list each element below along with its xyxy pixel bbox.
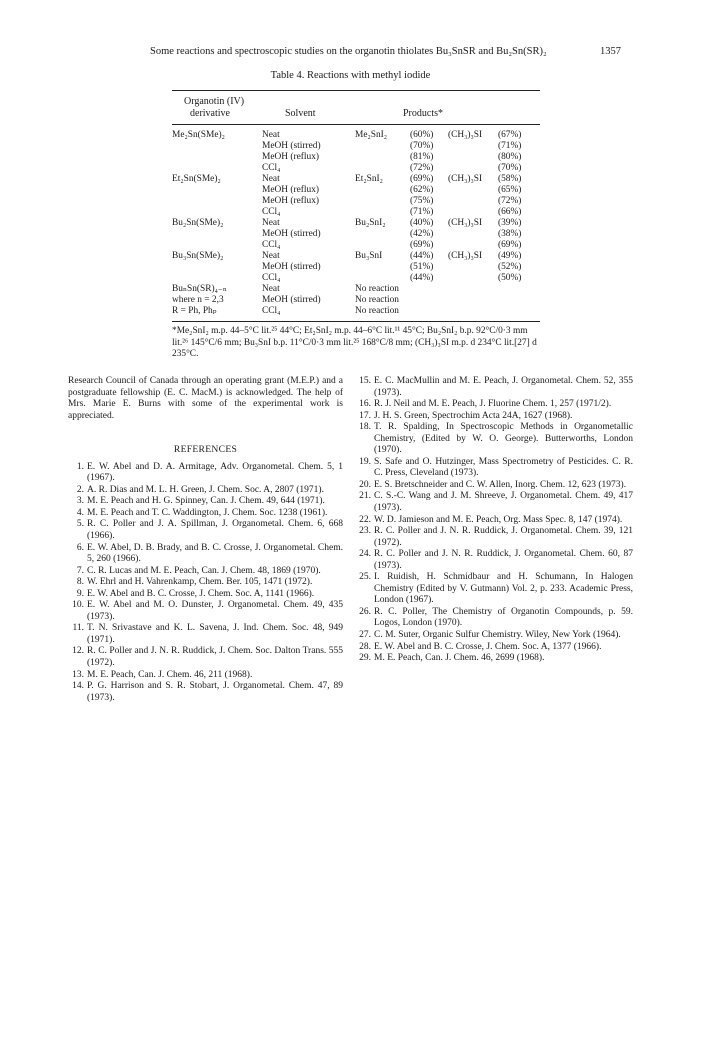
table-cell-p2: (70%) (498, 163, 522, 173)
reference-item (355, 422, 633, 457)
table-cell-p1: (70%) (410, 141, 434, 151)
reference-text: R. C. Poller, The Chemistry of Organotin Compounds, p. 59. Logos, London (1970). (374, 606, 633, 629)
table-cell-solvent: MeOH (stirred) (262, 295, 321, 305)
reference-number: 29. (359, 653, 371, 664)
header-derivative: derivative (190, 108, 230, 119)
reference-text: T. N. Srivastave and K. L. Savena, J. Ind. Chem. Soc. 48, 949 (1971). (87, 623, 343, 645)
reference-item (68, 670, 343, 682)
table-cell-p1: (75%) (410, 196, 434, 206)
acknowledgement-paragraph: Research Council of Canada through an operating grant (M.E.P.) and a postgraduate fellowship (E. C. MacM.) is acknowledged. The help of Mrs. Marie E. Burns with some of the experimental work is appreciated. (68, 376, 343, 421)
reference-item (68, 681, 343, 704)
reference-item (68, 519, 343, 542)
reference-text: E. W. Abel and B. C. Crosse, J. Chem. Soc. A, 1141 (1966). (87, 588, 315, 599)
reference-number: 13. (72, 669, 84, 680)
reference-item (68, 623, 343, 646)
reference-text: C. S.-C. Wang and J. M. Shreeve, J. Organometal. Chem. 49, 417 (1973). (374, 491, 633, 514)
table-cell-p2: (58%) (498, 174, 522, 184)
reference-number: 9. (76, 588, 84, 599)
reference-text: T. R. Spalding, In Spectroscopic Methods in Organometallic Chemistry, (Edited by W. O. George). Butterworths, London (1970). (374, 422, 633, 456)
table-cell-p2: (66%) (498, 207, 522, 217)
header-organotin: Organotin (IV) (184, 96, 245, 107)
reference-text: J. H. S. Green, Spectrochim Acta 24A, 1627 (1968). (374, 410, 573, 421)
reference-number: 3. (76, 496, 84, 507)
table-cell-solvent: MeOH (reflux) (262, 196, 320, 206)
reference-item (355, 411, 633, 423)
reference-text: S. Safe and O. Hutzinger, Mass Spectrometry of Pesticides. C. R. C. Press, Cleveland (1973). (374, 456, 633, 479)
reference-number: 19. (359, 456, 371, 467)
reference-text: W. Ehrl and H. Vahrenkamp, Chem. Ber. 105, 1471 (1972). (87, 577, 313, 588)
table-cell-mid: (CH₃)₃SI (448, 251, 483, 261)
reference-number: 1. (76, 461, 84, 472)
table-header-rule (172, 124, 540, 125)
reference-item (355, 653, 633, 665)
table-cell-solvent: Neat (262, 218, 280, 228)
table-cell-p2: (65%) (498, 185, 522, 195)
reference-text: M. E. Peach and H. G. Spinney, Can. J. Chem. 49, 644 (1971). (87, 496, 325, 507)
table-cell-solvent: MeOH (reflux) (262, 185, 320, 195)
reference-number: 16. (359, 399, 371, 410)
reference-text: E. C. MacMullin and M. E. Peach, J. Organometal. Chem. 52, 355 (1973). (374, 376, 633, 398)
reference-text: M. E. Peach and T. C. Waddington, J. Chem. Soc. 1238 (1961). (87, 507, 328, 518)
table-cell-p1: (60%) (410, 130, 434, 140)
table-cell-p1: (44%) (410, 251, 434, 261)
table-cell-deriv: Bu₂Sn(SMe)₂ (172, 218, 224, 228)
reference-item (355, 642, 633, 654)
reference-number: 24. (359, 549, 371, 560)
reference-text: W. D. Jamieson and M. E. Peach, Org. Mass Spec. 8, 147 (1974). (374, 514, 623, 525)
table-cell-p1: (40%) (410, 218, 434, 228)
reference-item (355, 376, 633, 399)
reference-number: 20. (359, 479, 371, 490)
reference-text: E. W. Abel, D. B. Brady, and B. C. Crosse, J. Organometal. Chem. 5, 260 (1966). (87, 542, 343, 565)
reference-number: 23. (359, 526, 371, 537)
table-cell-deriv: Me₂Sn(SMe)₂ (172, 130, 225, 140)
reference-number: 6. (76, 542, 84, 553)
table-cell-solvent: CCl₄ (262, 207, 281, 217)
table-cell-solvent: Neat (262, 251, 280, 261)
reference-number: 15. (359, 376, 371, 386)
reference-number: 12. (72, 646, 84, 657)
table-cell-p2: (72%) (498, 196, 522, 206)
reference-number: 2. (76, 484, 84, 495)
table-cell-deriv: Bu₃Sn(SMe)₂ (172, 251, 224, 261)
reference-item (68, 566, 343, 578)
table-cell-p1: (44%) (410, 273, 434, 283)
header-products: Products* (403, 108, 443, 119)
table-caption: Table 4. Reactions with methyl iodide (270, 70, 431, 81)
references-heading: REFERENCES (173, 444, 238, 456)
table-cell-solvent: CCl₄ (262, 306, 281, 316)
reference-text: E. W. Abel and M. O. Dunster, J. Organometal. Chem. 49, 435 (1973). (87, 600, 343, 622)
table-cell-solvent: MeOH (reflux) (262, 152, 320, 162)
table-cell-prod: Me₂SnI₂ (355, 130, 388, 140)
reference-text: R. C. Poller and J. N. R. Ruddick, J. Organometal. Chem. 60, 87 (1973). (374, 549, 633, 571)
reference-number: 11. (72, 623, 84, 634)
table-cell-p1: (81%) (410, 152, 434, 162)
table-bottom-rule (172, 321, 540, 322)
reference-text: I. Ruidish, H. Schmidbaur and H. Schumann, In Halogen Chemistry (Edited by V. Gutmann) Vol. 2, p. 233. Academic Press, London (1967). (374, 572, 633, 606)
reference-item (68, 462, 343, 485)
table-cell-prod: No reaction (355, 284, 399, 294)
table-cell-mid: (CH₃)₃SI (448, 174, 483, 184)
reference-number: 7. (76, 565, 84, 576)
reference-number: 5. (76, 519, 84, 530)
reference-text: R. J. Neil and M. E. Peach, J. Fluorine Chem. 1, 257 (1971/2). (374, 399, 612, 410)
table-cell-p1: (69%) (410, 240, 434, 250)
table-cell-p1: (69%) (410, 174, 434, 184)
table-cell-deriv: BuₙSn(SR)₄₋ₙ (172, 284, 227, 294)
reference-text: C. R. Lucas and M. E. Peach, Can. J. Chem. 48, 1869 (1970). (87, 565, 321, 576)
reference-text: R. C. Poller and J. N. R. Ruddick, J. Organometal. Chem. 39, 121 (1972). (374, 526, 633, 548)
reference-number: 26. (359, 606, 371, 617)
table-cell-p2: (39%) (498, 218, 522, 228)
table-cell-p2: (67%) (498, 130, 522, 140)
table-cell-p1: (71%) (410, 207, 434, 217)
table-cell-deriv: where n = 2,3 (172, 295, 224, 305)
reference-item (68, 496, 343, 508)
reference-item (68, 589, 343, 601)
table-cell-prod: Et₂SnI₂ (355, 174, 383, 184)
reference-text: R. C. Poller and J. A. Spillman, J. Organometal. Chem. 6, 668 (1966). (87, 519, 343, 542)
table-cell-solvent: Neat (262, 284, 280, 294)
reference-number: 22. (359, 514, 371, 525)
reference-text: C. M. Suter, Organic Sulfur Chemistry. Wiley, New York (1964). (374, 630, 621, 641)
table-cell-p2: (50%) (498, 273, 522, 283)
table-cell-p1: (42%) (410, 229, 434, 239)
reference-text: E. W. Abel and D. A. Armitage, Adv. Organometal. Chem. 5, 1 (1967). (87, 461, 343, 484)
reference-text: R. C. Poller and J. N. R. Ruddick, J. Chem. Soc. Dalton Trans. 555 (1972). (87, 646, 343, 669)
table-footnote: *Me₂SnI₂ m.p. 44–5°C lit.²⁵ 44°C; Et₂SnI₂ m.p. 44–6°C lit.¹¹ 45°C; Bu₂SnI₂ b.p. 92°C/0·3 mm lit.²⁶ 145°C/6 mm; Bu₃SnI b.p. 11°C/0·3 mm lit.²⁵ 168°C/8 mm; (CH₃)₃SI m.p. d 234°C lit.[27] d 235°C. (172, 326, 537, 360)
table-cell-p2: (71%) (498, 141, 522, 151)
reference-item (355, 526, 633, 549)
table-cell-mid: (CH₃)₃SI (448, 218, 483, 228)
reference-text: E. W. Abel and B. C. Crosse, J. Chem. Soc. A, 1377 (1966). (374, 641, 602, 652)
table-cell-prod: No reaction (355, 306, 399, 316)
reference-item (355, 480, 633, 492)
reference-number: 18. (359, 422, 371, 433)
table-cell-solvent: Neat (262, 174, 280, 184)
references-list-left (68, 462, 343, 704)
table-cell-solvent: Neat (262, 130, 280, 140)
table-cell-prod: Bu₃SnI (355, 251, 383, 261)
reference-text: M. E. Peach, Can. J. Chem. 46, 2699 (1968). (374, 653, 545, 664)
reference-item (68, 646, 343, 669)
right-column (355, 376, 633, 665)
reference-number: 14. (72, 681, 84, 692)
page-number: 1357 (600, 46, 621, 57)
table-cell-deriv: R = Ph, Phₚ (172, 306, 217, 316)
table-cell-deriv: Et₂Sn(SMe)₂ (172, 174, 221, 184)
reference-item (68, 543, 343, 566)
reference-item (355, 549, 633, 572)
table-cell-solvent: CCl₄ (262, 273, 281, 283)
reference-item (355, 607, 633, 630)
table-cell-mid: (CH₃)₃SI (448, 130, 483, 140)
table-cell-solvent: MeOH (stirred) (262, 229, 321, 239)
table-cell-p1: (51%) (410, 262, 434, 272)
reference-text: P. G. Harrison and S. R. Stobart, J. Organometal. Chem. 47, 89 (1973). (87, 681, 343, 703)
reference-item (355, 491, 633, 514)
table-cell-p2: (49%) (498, 251, 522, 261)
references-list-right (355, 376, 633, 665)
reference-item (355, 515, 633, 527)
reference-item (355, 630, 633, 642)
table-cell-p2: (52%) (498, 262, 522, 272)
reference-text: A. R. Dias and M. L. H. Green, J. Chem. Soc. A, 2807 (1971). (87, 484, 324, 495)
table-cell-p2: (69%) (498, 240, 522, 250)
reference-item (355, 399, 633, 411)
reference-item (355, 572, 633, 607)
table-cell-solvent: CCl₄ (262, 163, 281, 173)
reference-item (68, 485, 343, 497)
table-cell-p1: (62%) (410, 185, 434, 195)
reference-item (68, 508, 343, 520)
reference-number: 21. (359, 491, 371, 502)
table-cell-prod: Bu₂SnI₂ (355, 218, 386, 228)
reference-number: 28. (359, 641, 371, 652)
table-cell-p1: (72%) (410, 163, 434, 173)
reference-item (68, 600, 343, 623)
reference-item (68, 577, 343, 589)
reference-item (355, 457, 633, 480)
table-cell-p2: (80%) (498, 152, 522, 162)
reference-text: E. S. Bretschneider and C. W. Allen, Inorg. Chem. 12, 623 (1973). (374, 479, 627, 490)
table-top-rule (172, 90, 540, 91)
running-title: Some reactions and spectroscopic studies on the organotin thiolates Bu₃SnSR and Bu₂Sn(SR)₂ (150, 46, 547, 57)
left-column (68, 376, 343, 704)
reference-text: M. E. Peach, Can. J. Chem. 46, 211 (1968). (87, 669, 253, 680)
reference-number: 10. (72, 600, 84, 611)
reference-number: 4. (76, 507, 84, 518)
reference-number: 27. (359, 630, 371, 641)
header-solvent: Solvent (285, 108, 316, 119)
table-cell-solvent: MeOH (stirred) (262, 141, 321, 151)
table-cell-solvent: CCl₄ (262, 240, 281, 250)
reference-number: 8. (76, 577, 84, 588)
table-cell-p2: (38%) (498, 229, 522, 239)
reference-number: 17. (359, 410, 371, 421)
table-cell-prod: No reaction (355, 295, 399, 305)
reference-number: 25. (359, 572, 371, 583)
table-cell-solvent: MeOH (stirred) (262, 262, 321, 272)
